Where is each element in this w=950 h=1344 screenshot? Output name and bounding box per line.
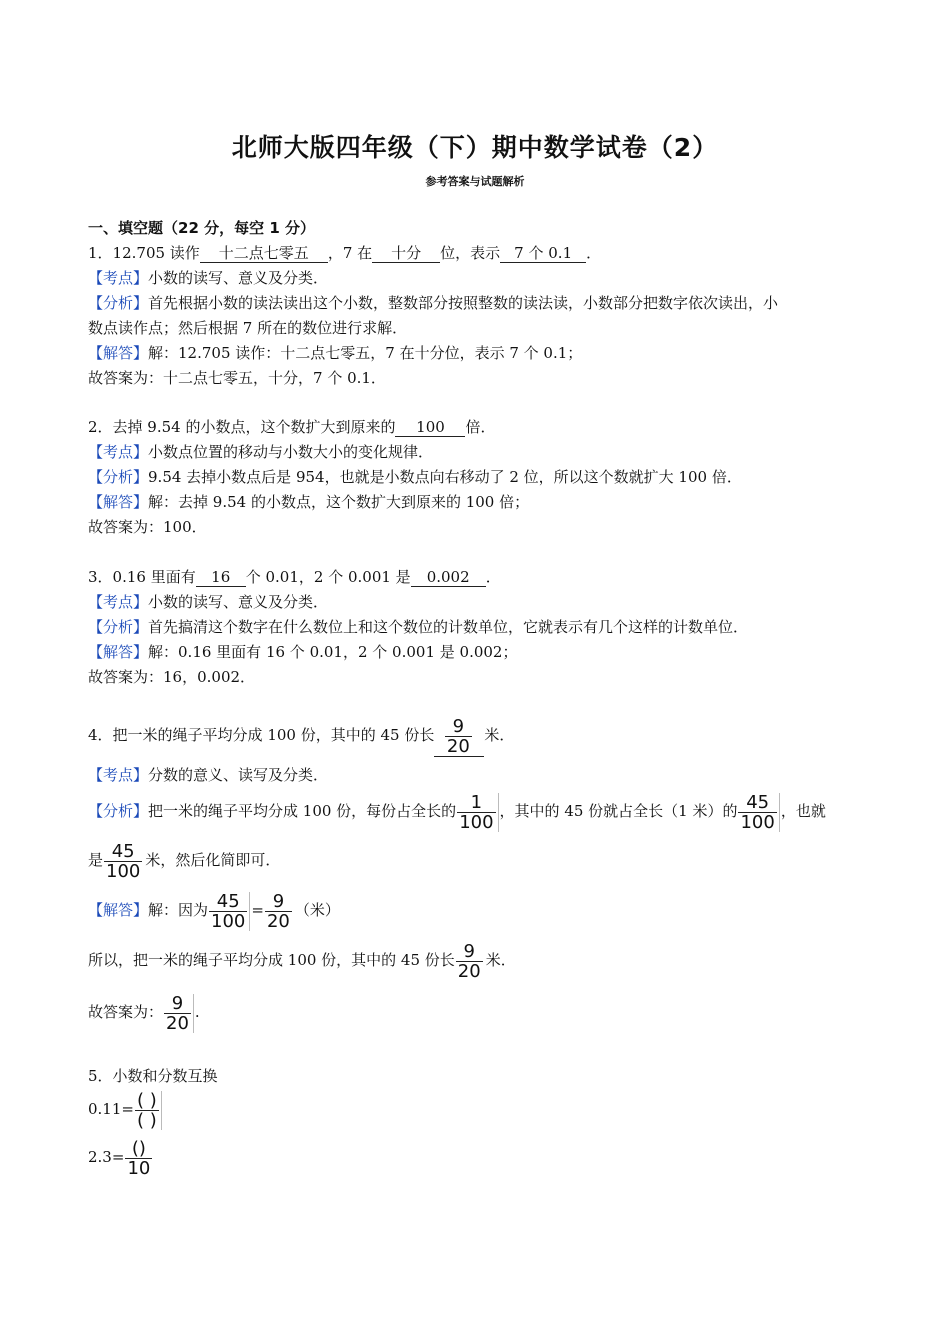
q4-blank-1: [434, 717, 484, 757]
q2-jieda: 【解答】解：去掉 9.54 的小数点，这个数扩大到原来的 100 倍；: [88, 493, 530, 511]
page-title: 北师大版四年级（下）期中数学试卷（2）: [231, 133, 719, 162]
q3-blank-2: 0.002: [411, 569, 486, 587]
q4-fenxi-cont: 是 $\frac{45}{100}$ 米，然后化简即可．: [88, 840, 281, 882]
q2-fenxi: 【分析】9.54 去掉小数点后是 954，也就是小数点向右移动了 2 位，所以这个数就扩大 100 倍．: [88, 468, 742, 486]
q5-item-2: 2.3= $\frac{()}{10}$: [88, 1135, 155, 1179]
q4-fenxi: 【分析】把一米的绳子平均分成 100 份，每份占全长的 $\frac{1}{100}$ ，其中的 45 份就占全长（1 米）的 $\frac{45}{100}$ ，也就: [88, 791, 826, 833]
fraction-blank-blank: $\frac{( )}{( )}$: [135, 1091, 162, 1130]
fraction-9-20: $\frac{9}{20}$: [266, 890, 290, 932]
fraction-9-20: $\frac{9}{20}$: [446, 715, 470, 757]
q1-kaodian: 【考点】小数的读写、意义及分类．: [88, 269, 329, 287]
q1-answer: 故答案为：十二点七零五，十分，7 个 0.1．: [88, 369, 386, 387]
q2-answer: 故答案为：100．: [88, 518, 207, 536]
q3-kaodian: 【考点】小数的读写、意义及分类．: [88, 593, 329, 611]
q1-blank-3: 7 个 0.1: [500, 245, 586, 263]
q2-blank-1: 100: [395, 419, 465, 437]
fraction-1-100: $\frac{1}{100}$: [457, 793, 498, 832]
q5-item-1: 0.11= $\frac{( )}{( )}$: [88, 1087, 163, 1131]
q1-blank-1: 十二点七零五: [200, 245, 328, 263]
fraction-45-100: $\frac{45}{100}$: [738, 793, 779, 832]
q4-kaodian: 【考点】分数的意义、读写及分类．: [88, 766, 329, 784]
q2-kaodian: 【考点】小数点位置的移动与小数大小的变化规律．: [88, 443, 434, 461]
q1-fenxi: 【分析】首先根据小数的读法读出这个小数，整数部分按照整数的读法读，小数部分把数字依次读出，小: [88, 294, 779, 312]
q4-question: 4．把一米的绳子平均分成 100 份，其中的 45 份长 $\frac{9}{20}$ 米．: [88, 715, 515, 757]
q2-question: 2．去掉 9.54 的小数点，这个数扩大到原来的 100 倍．: [88, 418, 496, 436]
fraction-45-100: $\frac{45}{100}$: [106, 840, 141, 882]
q4-jieda: 【解答】解：因为 $\frac{45}{100}$ = $\frac{9}{20}$ （米）: [88, 890, 340, 932]
q3-blank-1: 16: [196, 569, 246, 587]
q1-question: 1．12.705 读作 十二点七零五 ，7 在 十分 位，表示 7 个 0.1 ．: [88, 244, 602, 262]
fraction-9-20: $\frac{9}{20}$: [457, 940, 481, 982]
q5-title: 5．小数和分数互换: [88, 1067, 218, 1085]
fraction-blank-10: $\frac{()}{10}$: [127, 1137, 151, 1179]
section-heading: 一、填空题（22 分，每空 1 分）: [88, 219, 315, 237]
q3-jieda: 【解答】解：0.16 里面有 16 个 0.01，2 个 0.001 是 0.002；: [88, 643, 518, 661]
q1-blank-2: 十分: [372, 245, 440, 263]
fraction-45-100: $\frac{45}{100}$: [209, 892, 250, 931]
q1-fenxi-cont: 数点读作点；然后根据 7 所在的数位进行求解．: [88, 319, 408, 337]
q3-answer: 故答案为：16，0.002．: [88, 668, 256, 686]
q4-conclusion: 所以，把一米的绳子平均分成 100 份，其中的 45 份长 $\frac{9}{20}$ 米．: [88, 940, 516, 982]
q3-fenxi: 【分析】首先搞清这个数字在什么数位上和这个数位的计数单位，它就表示有几个这样的计数单位．: [88, 618, 749, 636]
page-subtitle: 参考答案与试题解析: [425, 175, 525, 188]
fraction-9-20: $\frac{9}{20}$: [164, 994, 194, 1033]
q1-jieda: 【解答】解：12.705 读作：十二点七零五，7 在十分位，表示 7 个 0.1；: [88, 344, 583, 362]
q4-answer: 故答案为： $\frac{9}{20}$ .: [88, 992, 200, 1034]
q3-question: 3．0.16 里面有 16 个 0.01，2 个 0.001 是 0.002 ．: [88, 568, 501, 586]
